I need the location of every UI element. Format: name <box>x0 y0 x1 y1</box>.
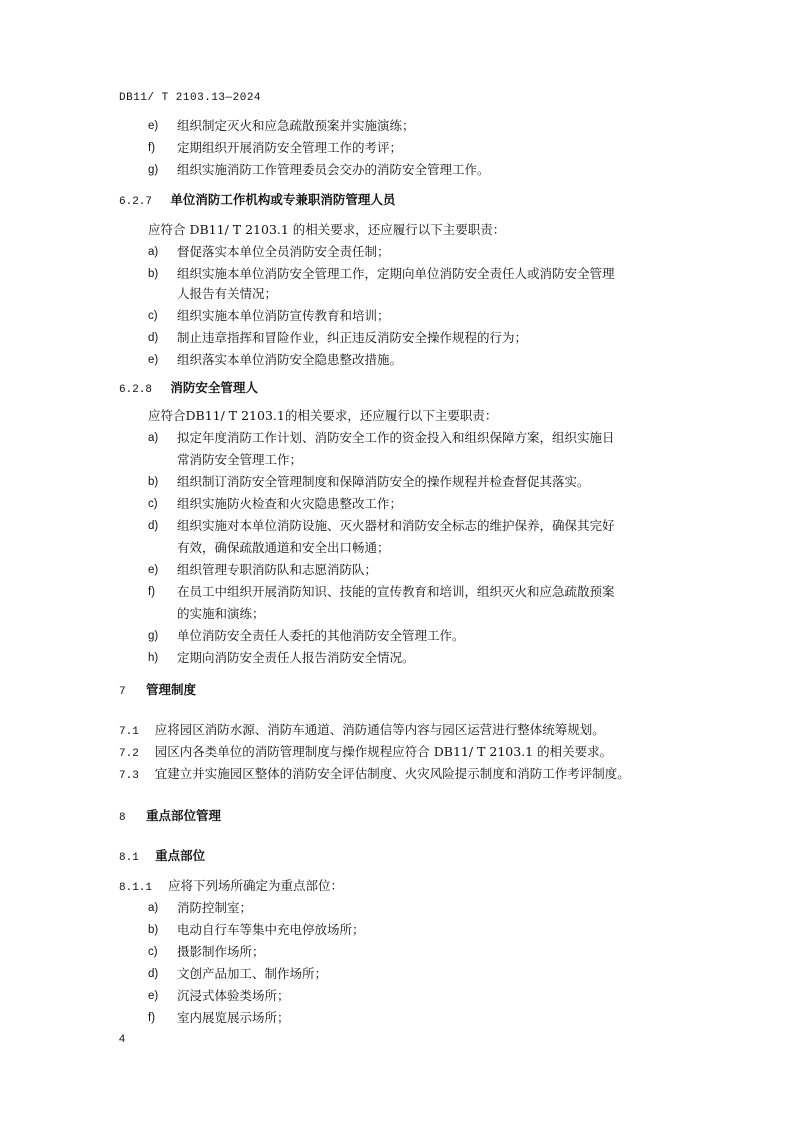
section-title: 重点部位 <box>155 848 206 863</box>
list-text: 拟定年度消防工作计划、消防安全工作的资金投入和组织保障方案，组织实施日 <box>177 430 615 445</box>
section-title: 重点部位管理 <box>145 808 221 823</box>
clause-text: 园区内各类单位的消防管理制度与操作规程应符合 DB11/ T 2103.1 的相关要求。 <box>154 744 613 759</box>
section-number: 6.2.8 <box>119 384 153 396</box>
list-text-continuation: 的实施和演练； <box>177 606 265 621</box>
list-text: 组织制订消防安全管理制度和保障消防安全的操作规程并检查督促其落实。 <box>177 474 590 489</box>
clause-7-2 <box>119 742 612 764</box>
list-text: 组织制定灭火和应急疏散预案并实施演练； <box>177 118 415 133</box>
list-marker: g) <box>148 630 159 642</box>
list-text: 室内展览展示场所； <box>177 1010 290 1025</box>
clause-8-1-1 <box>119 876 343 898</box>
section-title: 单位消防工作机构或专兼职消防管理人员 <box>170 192 396 207</box>
list-marker: c) <box>148 310 158 322</box>
list-text-continuation: 人报告有关情况； <box>177 286 278 301</box>
list-text: 组织实施对本单位消防设施、灭火器材和消防安全标志的维护保养，确保其完好 <box>177 518 615 533</box>
section-heading-6-2-8 <box>119 378 258 400</box>
list-marker: e) <box>148 564 159 576</box>
list-marker: e) <box>148 120 159 132</box>
list-text: 单位消防安全责任人委托的其他消防安全管理工作。 <box>177 628 465 643</box>
section-heading-7 <box>119 680 196 702</box>
section-heading-6-2-7 <box>119 190 395 212</box>
list-text: 消防控制室； <box>177 900 253 915</box>
list-text: 制止违章指挥和冒险作业，纠正违反消防安全操作规程的行为； <box>177 330 528 345</box>
list-marker: h) <box>148 652 159 664</box>
list-marker: e) <box>148 990 159 1002</box>
section-number: 8 <box>119 812 126 824</box>
page-number: 4 <box>119 1033 126 1045</box>
list-marker: f) <box>148 1012 156 1024</box>
clause-number: 7.3 <box>119 770 139 782</box>
list-marker: c) <box>148 498 158 510</box>
list-text: 督促落实本单位全员消防安全责任制； <box>177 244 390 259</box>
list-marker: f) <box>148 586 156 598</box>
list-marker: d) <box>148 968 159 980</box>
list-text: 定期向消防安全责任人报告消防安全情况。 <box>177 650 415 665</box>
list-text-continuation: 常消防安全管理工作； <box>177 452 303 467</box>
clause-number: 7.2 <box>119 748 139 760</box>
section-number: 7 <box>119 686 126 698</box>
list-text: 电动自行车等集中充电停放场所； <box>177 922 365 937</box>
list-text: 摄影制作场所； <box>177 944 265 959</box>
clause-text: 宜建立并实施园区整体的消防安全评估制度、火灾风险提示制度和消防工作考评制度。 <box>154 766 630 781</box>
section-intro: 应符合DB11/ T 2103.1的相关要求，还应履行以下主要职责： <box>148 408 498 423</box>
clause-number: 8.1.1 <box>119 882 153 894</box>
list-text: 组织实施本单位消防宣传教育和培训； <box>177 308 390 323</box>
clause-7-3 <box>119 764 630 786</box>
list-marker: d) <box>148 520 159 532</box>
list-marker: a) <box>148 902 159 914</box>
section-number: 8.1 <box>119 852 139 864</box>
list-marker: e) <box>148 354 159 366</box>
section-title: 消防安全管理人 <box>170 380 258 395</box>
list-marker: b) <box>148 924 159 936</box>
list-text: 组织实施本单位消防安全管理工作，定期向单位消防安全责任人或消防安全管理 <box>177 266 615 281</box>
section-number: 6.2.7 <box>119 196 153 208</box>
clause-number: 7.1 <box>119 726 139 738</box>
list-marker: c) <box>148 946 158 958</box>
list-text: 定期组织开展消防安全管理工作的考评； <box>177 140 403 155</box>
list-marker: g) <box>148 164 159 176</box>
clause-7-1 <box>119 720 605 742</box>
list-text: 组织管理专职消防队和志愿消防队； <box>177 562 378 577</box>
list-text: 组织实施消防工作管理委员会交办的消防安全管理工作。 <box>177 162 490 177</box>
list-marker: f) <box>148 142 156 154</box>
list-text: 组织落实本单位消防安全隐患整改措施。 <box>177 352 403 367</box>
section-intro: 应符合 DB11/ T 2103.1 的相关要求，还应履行以下主要职责： <box>148 222 506 237</box>
list-marker: d) <box>148 332 159 344</box>
section-heading-8 <box>119 806 221 828</box>
clause-text: 应将下列场所确定为重点部位： <box>168 878 344 893</box>
document-code-header: DB11/ T 2103.13—2024 <box>119 92 262 104</box>
list-text: 沉浸式体验类场所； <box>177 988 290 1003</box>
list-marker: b) <box>148 476 159 488</box>
section-title: 管理制度 <box>145 682 196 697</box>
list-text-continuation: 有效，确保疏散通道和安全出口畅通； <box>177 540 390 555</box>
list-marker: a) <box>148 246 159 258</box>
section-heading-8-1 <box>119 846 205 868</box>
list-text: 文创产品加工、制作场所； <box>177 966 328 981</box>
list-text: 组织实施防火检查和火灾隐患整改工作； <box>177 496 403 511</box>
list-marker: a) <box>148 432 159 444</box>
clause-text: 应将园区消防水源、消防车通道、消防通信等内容与园区运营进行整体统筹规划。 <box>154 722 605 737</box>
list-text: 在员工中组织开展消防知识、技能的宣传教育和培训，组织灭火和应急疏散预案 <box>177 584 615 599</box>
list-marker: b) <box>148 268 159 280</box>
